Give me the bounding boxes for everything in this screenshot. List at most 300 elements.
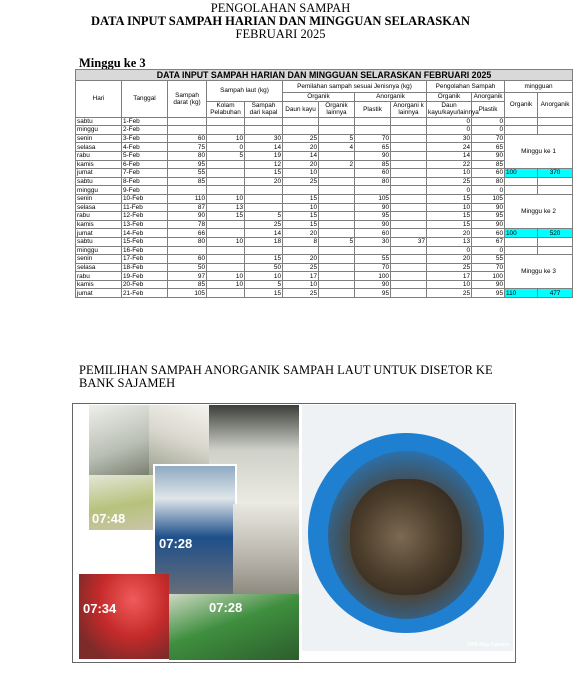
table-cell <box>319 289 355 298</box>
table-cell <box>391 134 427 143</box>
table-row <box>76 289 573 298</box>
table-cell: 25 <box>283 289 319 298</box>
table-cell: 60 <box>472 169 505 178</box>
table-cell: 85 <box>355 160 391 169</box>
photo-stamp-time: 07:28 <box>159 536 193 551</box>
table-cell: 90 <box>472 151 505 160</box>
cell-hari: senin <box>76 134 122 143</box>
table-cell: 55 <box>168 169 207 178</box>
weekly-anorganik: 520 <box>538 229 573 238</box>
table-row <box>76 169 573 178</box>
table-cell <box>355 186 391 195</box>
table-cell: 0 <box>472 186 505 195</box>
table-cell <box>319 229 355 238</box>
weekly-organik: 100 <box>505 169 538 178</box>
table-cell: 20 <box>245 177 283 186</box>
photo-stamp-time: 07:34 <box>83 601 117 616</box>
table-cell: 13 <box>207 203 245 212</box>
col-tanggal: Tanggal <box>122 81 168 118</box>
weekly-empty <box>538 177 573 186</box>
table-cell: 5 <box>245 212 283 221</box>
table-cell: 50 <box>245 263 283 272</box>
table-cell <box>391 203 427 212</box>
table-cell: 4 <box>319 143 355 152</box>
weekly-empty <box>505 126 538 135</box>
col-daun-kayu: Daun kayu <box>283 101 319 117</box>
table-cell: 0 <box>427 246 472 255</box>
cell-tanggal: 14-Feb <box>122 229 168 238</box>
table-cell: 22 <box>427 160 472 169</box>
table-cell: 60 <box>168 255 207 264</box>
table-cell: 15 <box>283 212 319 221</box>
table-cell: 55 <box>472 255 505 264</box>
table-cell: 95 <box>168 160 207 169</box>
table-cell: 13 <box>427 237 472 246</box>
table-cell <box>319 117 355 126</box>
cell-hari: selasa <box>76 203 122 212</box>
section-title: PEMILIHAN SAMPAH ANORGANIK SAMPAH LAUT UNTUK DISETOR KE BANK SAJAMEH <box>79 363 493 390</box>
table-row <box>76 263 573 272</box>
table-row <box>76 151 573 160</box>
table-cell <box>355 126 391 135</box>
col-organik-lainnya: Organik lainnya <box>319 101 355 117</box>
table-cell <box>391 143 427 152</box>
leaves-pile <box>350 479 462 595</box>
table-cell <box>391 117 427 126</box>
table-cell: 14 <box>245 143 283 152</box>
table-cell: 15 <box>283 194 319 203</box>
table-cell: 10 <box>207 134 245 143</box>
header-title: PENGOLAHAN SAMPAH <box>210 1 351 15</box>
col-mingguan: mingguan <box>505 81 573 93</box>
table-cell <box>168 117 207 126</box>
table-cell: 0 <box>472 117 505 126</box>
data-table <box>75 69 573 298</box>
table-cell: 20 <box>283 143 319 152</box>
cell-tanggal: 15-Feb <box>122 237 168 246</box>
table-cell: 105 <box>472 194 505 203</box>
cell-hari: jumat <box>76 169 122 178</box>
table-cell: 70 <box>472 134 505 143</box>
table-cell: 25 <box>427 289 472 298</box>
weekly-empty <box>505 117 538 126</box>
table-cell <box>207 220 245 229</box>
table-cell <box>391 289 427 298</box>
table-cell <box>391 272 427 281</box>
table-cell: 0 <box>427 117 472 126</box>
table-cell <box>319 194 355 203</box>
cell-hari: senin <box>76 194 122 203</box>
table-cell: 37 <box>391 237 427 246</box>
table-row <box>76 177 573 186</box>
weekly-empty <box>505 177 538 186</box>
cell-tanggal: 11-Feb <box>122 203 168 212</box>
weekly-label: Minggu ke 1 <box>505 134 573 168</box>
table-cell <box>207 229 245 238</box>
table-cell: 0 <box>207 143 245 152</box>
table-cell: 14 <box>427 151 472 160</box>
table-cell <box>319 272 355 281</box>
table-cell: 60 <box>355 169 391 178</box>
table-cell: 20 <box>283 255 319 264</box>
table-cell: 15 <box>427 220 472 229</box>
table-cell: 15 <box>245 169 283 178</box>
weekly-empty <box>538 246 573 255</box>
weekly-empty <box>505 186 538 195</box>
table-cell <box>391 255 427 264</box>
cell-hari: minggu <box>76 246 122 255</box>
cell-hari: jumat <box>76 229 122 238</box>
table-cell: 90 <box>355 280 391 289</box>
cell-hari: minggu <box>76 186 122 195</box>
cell-tanggal: 17-Feb <box>122 255 168 264</box>
table-cell <box>168 186 207 195</box>
table-cell <box>319 220 355 229</box>
table-cell: 97 <box>168 272 207 281</box>
table-cell: 15 <box>207 212 245 221</box>
table-row <box>76 255 573 264</box>
table-cell <box>391 186 427 195</box>
table-cell <box>319 263 355 272</box>
table-cell: 80 <box>472 177 505 186</box>
photo-stamp-time: 07:48 <box>92 511 126 526</box>
table-cell: 85 <box>472 160 505 169</box>
table-cell: 80 <box>168 237 207 246</box>
table-row <box>76 229 573 238</box>
cell-tanggal: 19-Feb <box>122 272 168 281</box>
cell-tanggal: 21-Feb <box>122 289 168 298</box>
table-cell: 8 <box>283 237 319 246</box>
col-peng-organik: Organik <box>427 93 472 102</box>
table-cell: 5 <box>245 280 283 289</box>
table-cell <box>319 186 355 195</box>
table-cell: 90 <box>472 203 505 212</box>
table-cell: 95 <box>472 289 505 298</box>
table-cell: 10 <box>283 280 319 289</box>
cell-tanggal: 8-Feb <box>122 177 168 186</box>
table-cell: 65 <box>472 143 505 152</box>
table-cell: 5 <box>319 134 355 143</box>
table-cell: 14 <box>283 151 319 160</box>
table-cell: 110 <box>168 194 207 203</box>
table-cell: 10 <box>207 194 245 203</box>
cell-hari: rabu <box>76 212 122 221</box>
cell-hari: sabtu <box>76 237 122 246</box>
table-cell: 20 <box>427 229 472 238</box>
table-cell <box>168 246 207 255</box>
table-row <box>76 160 573 169</box>
photo-red-basin <box>79 574 169 659</box>
weekly-organik: 110 <box>505 289 538 298</box>
weekly-empty <box>538 186 573 195</box>
table-cell: 100 <box>472 272 505 281</box>
table-cell: 15 <box>245 255 283 264</box>
table-cell: 10 <box>283 203 319 212</box>
table-cell: 12 <box>245 160 283 169</box>
table-cell <box>319 255 355 264</box>
cell-hari: sabtu <box>76 177 122 186</box>
table-cell: 30 <box>245 134 283 143</box>
table-row <box>76 272 573 281</box>
table-cell: 10 <box>207 237 245 246</box>
cell-tanggal: 5-Feb <box>122 151 168 160</box>
watermark: GPS Map Camera <box>467 642 509 648</box>
table-cell: 10 <box>427 169 472 178</box>
table-row <box>76 126 573 135</box>
table-cell <box>391 126 427 135</box>
table-row <box>76 134 573 143</box>
table-cell: 19 <box>245 151 283 160</box>
cell-tanggal: 3-Feb <box>122 134 168 143</box>
weekly-empty <box>538 126 573 135</box>
cell-hari: selasa <box>76 263 122 272</box>
table-cell: 60 <box>168 134 207 143</box>
table-cell: 0 <box>427 186 472 195</box>
table-row <box>76 143 573 152</box>
table-cell: 95 <box>355 289 391 298</box>
table-cell: 90 <box>472 280 505 289</box>
col-sampah-darat: Sampah darat (kg) <box>168 81 207 118</box>
table-cell: 25 <box>283 263 319 272</box>
photo-stamp-time: 07:28 <box>209 600 243 615</box>
table-cell <box>391 212 427 221</box>
table-cell: 50 <box>168 263 207 272</box>
table-cell: 67 <box>472 237 505 246</box>
table-cell: 15 <box>427 194 472 203</box>
table-cell <box>391 169 427 178</box>
table-cell <box>391 177 427 186</box>
table-cell: 2 <box>319 160 355 169</box>
table-cell: 10 <box>427 280 472 289</box>
table-cell: 80 <box>355 177 391 186</box>
table-cell: 10 <box>427 203 472 212</box>
table-row <box>76 186 573 195</box>
table-cell: 75 <box>168 143 207 152</box>
table-cell: 20 <box>283 229 319 238</box>
weekly-anorganik: 370 <box>538 169 573 178</box>
photo-plastic-pile <box>233 504 299 594</box>
table-cell <box>207 160 245 169</box>
col-plastik: Plastik <box>355 101 391 117</box>
table-cell: 95 <box>355 212 391 221</box>
cell-tanggal: 20-Feb <box>122 280 168 289</box>
table-cell: 80 <box>168 151 207 160</box>
weekly-organik: 100 <box>505 229 538 238</box>
table-cell <box>207 263 245 272</box>
table-row <box>76 237 573 246</box>
table-cell: 90 <box>355 151 391 160</box>
table-cell <box>207 169 245 178</box>
table-cell: 25 <box>427 263 472 272</box>
table-cell <box>245 126 283 135</box>
table-cell: 87 <box>168 203 207 212</box>
table-cell: 0 <box>472 246 505 255</box>
cell-tanggal: 6-Feb <box>122 160 168 169</box>
cell-hari: selasa <box>76 143 122 152</box>
cell-hari: kamis <box>76 160 122 169</box>
col-m-organik: Organik <box>505 93 538 118</box>
table-cell: 100 <box>355 272 391 281</box>
col-hari: Hari <box>76 81 122 118</box>
weekly-empty <box>538 237 573 246</box>
cell-hari: sabtu <box>76 117 122 126</box>
table-cell: 10 <box>207 280 245 289</box>
table-cell: 20 <box>427 255 472 264</box>
table-cell <box>319 126 355 135</box>
table-cell: 10 <box>207 272 245 281</box>
table-cell: 105 <box>168 289 207 298</box>
col-pengolahan: Pengolahan Sampah <box>427 81 505 93</box>
table-cell: 60 <box>355 229 391 238</box>
table-cell: 25 <box>427 177 472 186</box>
table-cell: 0 <box>427 126 472 135</box>
table-cell: 10 <box>283 169 319 178</box>
cell-tanggal: 18-Feb <box>122 263 168 272</box>
table-cell <box>245 117 283 126</box>
weekly-label: Minggu ke 2 <box>505 194 573 228</box>
header-month: FEBRUARI 2025 <box>235 27 326 41</box>
table-cell <box>355 246 391 255</box>
table-cell <box>319 151 355 160</box>
table-cell <box>319 280 355 289</box>
table-cell: 15 <box>245 289 283 298</box>
table-cell: 25 <box>283 177 319 186</box>
table-body <box>76 117 573 297</box>
table-cell: 25 <box>245 220 283 229</box>
table-cell <box>391 229 427 238</box>
table-cell: 65 <box>355 143 391 152</box>
cell-tanggal: 10-Feb <box>122 194 168 203</box>
table-row <box>76 280 573 289</box>
cell-tanggal: 12-Feb <box>122 212 168 221</box>
table-cell: 17 <box>283 272 319 281</box>
cell-tanggal: 4-Feb <box>122 143 168 152</box>
table-cell: 25 <box>283 134 319 143</box>
weekly-label: Minggu ke 3 <box>505 255 573 289</box>
table-cell <box>391 263 427 272</box>
table-cell: 10 <box>245 272 283 281</box>
cell-tanggal: 16-Feb <box>122 246 168 255</box>
table-cell: 105 <box>355 194 391 203</box>
cell-hari: rabu <box>76 151 122 160</box>
table-cell: 70 <box>472 263 505 272</box>
table-cell <box>319 246 355 255</box>
table-cell <box>391 151 427 160</box>
table-cell: 70 <box>355 134 391 143</box>
table-cell <box>207 126 245 135</box>
photo-blue-bucket <box>302 405 513 651</box>
table-cell: 5 <box>319 237 355 246</box>
table-row <box>76 117 573 126</box>
table-cell: 0 <box>472 126 505 135</box>
table-cell: 90 <box>472 220 505 229</box>
table-cell <box>207 186 245 195</box>
col-kapal: Sampah dari kapal <box>245 101 283 117</box>
col-plastik2: Plastik <box>472 101 505 117</box>
table-cell: 17 <box>427 272 472 281</box>
table-cell: 18 <box>245 237 283 246</box>
table-cell <box>391 246 427 255</box>
table-cell <box>283 117 319 126</box>
photo-bags <box>89 405 149 475</box>
table-cell <box>391 280 427 289</box>
table-cell <box>207 246 245 255</box>
table-cell: 70 <box>355 263 391 272</box>
table-cell <box>391 194 427 203</box>
table-cell <box>245 194 283 203</box>
table-caption: DATA INPUT SAMPAH HARIAN DAN MINGGUAN SELARASKAN FEBRUARI 2025 <box>76 70 573 81</box>
table-cell <box>391 160 427 169</box>
cell-hari: kamis <box>76 220 122 229</box>
table-row <box>76 212 573 221</box>
table-row <box>76 203 573 212</box>
table-cell: 5 <box>207 151 245 160</box>
table-cell: 15 <box>427 212 472 221</box>
table-cell <box>245 246 283 255</box>
table-cell <box>283 186 319 195</box>
col-daun-kayu2: Daun kayu/kayu/lainnya <box>428 102 479 117</box>
weekly-empty <box>505 237 538 246</box>
table-cell <box>319 177 355 186</box>
table-cell <box>245 203 283 212</box>
table-cell: 60 <box>472 229 505 238</box>
header-subtitle: DATA INPUT SAMPAH HARIAN DAN MINGGUAN SELARASKAN <box>91 14 470 28</box>
col-kolam: Kolam Pelabuhan <box>207 101 245 117</box>
table-cell <box>319 212 355 221</box>
col-pemilahan: Pemilahan sampah sesuai Jenisnya (kg) <box>283 81 427 93</box>
table-cell <box>207 255 245 264</box>
col-sampah-laut: Sampah laut (kg) <box>207 81 283 102</box>
col-m-anorganik: Anorganik <box>538 93 573 118</box>
table-cell: 55 <box>355 255 391 264</box>
col-anorganik: Anorganik <box>355 93 427 102</box>
table-cell <box>207 117 245 126</box>
table-cell: 90 <box>355 203 391 212</box>
cell-hari: minggu <box>76 126 122 135</box>
cell-tanggal: 9-Feb <box>122 186 168 195</box>
table-row <box>76 194 573 203</box>
col-anorganik-lainnya: Anorgani k lainnya <box>391 101 427 117</box>
cell-tanggal: 13-Feb <box>122 220 168 229</box>
photo-sorting <box>89 475 153 530</box>
table-row <box>76 246 573 255</box>
data-table-wrapper <box>75 69 570 298</box>
cell-hari: jumat <box>76 289 122 298</box>
table-cell: 78 <box>168 220 207 229</box>
table-cell: 14 <box>245 229 283 238</box>
photo-green-bin <box>169 594 299 660</box>
table-cell: 20 <box>283 160 319 169</box>
weekly-anorganik: 477 <box>538 289 573 298</box>
table-cell <box>355 117 391 126</box>
table-cell: 85 <box>168 177 207 186</box>
table-cell <box>168 126 207 135</box>
table-cell <box>319 169 355 178</box>
table-cell: 24 <box>427 143 472 152</box>
table-cell <box>283 126 319 135</box>
table-cell <box>207 177 245 186</box>
table-cell: 90 <box>168 212 207 221</box>
table-cell <box>319 203 355 212</box>
cell-hari: kamis <box>76 280 122 289</box>
table-cell <box>207 289 245 298</box>
cell-hari: senin <box>76 255 122 264</box>
table-cell: 66 <box>168 229 207 238</box>
table-cell: 90 <box>355 220 391 229</box>
cell-tanggal: 2-Feb <box>122 126 168 135</box>
table-cell: 30 <box>355 237 391 246</box>
cell-tanggal: 1-Feb <box>122 117 168 126</box>
